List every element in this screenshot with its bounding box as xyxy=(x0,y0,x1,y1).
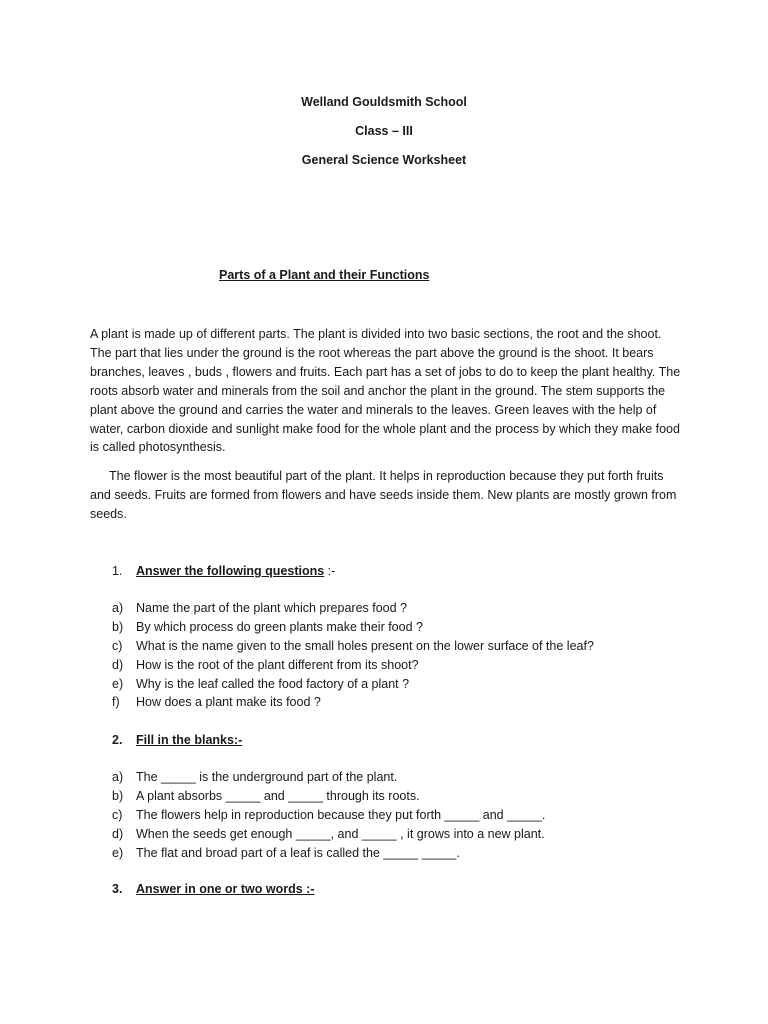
list-item-text: The _____ is the underground part of the plant. xyxy=(136,770,398,784)
list-item xyxy=(112,599,594,618)
list-item xyxy=(112,637,594,656)
list-item-text: Why is the leaf called the food factory of a plant ? xyxy=(136,676,410,691)
question-1-heading xyxy=(112,564,335,578)
flower-paragraph: The flower is the most beautiful part of the plant. It helps in reproduction because they put forth fruits and seeds. Fruits are formed from flowers and have seeds inside them. New plants are mostly grown from seeds. xyxy=(90,469,677,521)
list-item-text: Name the part of the plant which prepares food ? xyxy=(136,601,407,615)
list-item xyxy=(112,787,545,806)
list-marker: b) xyxy=(112,619,124,634)
intro-paragraph: A plant is made up of different parts. The plant is divided into two basic sections, the root and the shoot. The part that lies under the ground is the root whereas the part above the ground is the shoot. It bears branches, leaves , buds , flowers and fruits. Each part has a set of jobs to do to keep the plant healthy. The roots absorb water and minerals from the soil and anchor the plant in the ground. The stem supports the plant above the ground and carries the water and minerals to the leaves. Green leaves with the help of water, carbon dioxide and sunlight make food for the whole plant and the process by which they make food is called photosynthesis. xyxy=(90,327,681,455)
school-name: Welland Gouldsmith School xyxy=(301,95,467,109)
list-item-text: When the seeds get enough _____, and _____ , it grows into a new plant. xyxy=(136,826,545,841)
question-number: 3. xyxy=(112,882,123,896)
question-heading-label: Fill in the blanks:- xyxy=(136,733,243,747)
list-item-text: By which process do green plants make their food ? xyxy=(136,619,423,634)
list-item xyxy=(112,844,545,863)
list-marker: f) xyxy=(112,695,120,710)
list-marker: a) xyxy=(112,601,124,615)
question-heading-label: Answer the following questions xyxy=(136,564,325,578)
question-heading-suffix: :- xyxy=(324,564,336,578)
question-2-heading xyxy=(112,733,242,747)
list-marker: b) xyxy=(112,788,124,803)
worksheet-title: General Science Worksheet xyxy=(301,153,467,167)
list-marker: c) xyxy=(112,807,123,822)
class-label: Class – III xyxy=(355,124,413,138)
list-item xyxy=(112,693,594,712)
list-item xyxy=(112,618,594,637)
question-heading-label: Answer in one or two words :- xyxy=(136,882,315,896)
list-item xyxy=(112,656,594,675)
list-item-text: The flat and broad part of a leaf is called the _____ _____. xyxy=(136,845,460,860)
list-item-text: How does a plant make its food ? xyxy=(136,695,321,710)
question-number: 1. xyxy=(112,564,123,578)
list-item xyxy=(112,825,545,844)
list-marker: e) xyxy=(112,676,124,691)
question-number: 2. xyxy=(112,733,123,747)
list-item-text: The flowers help in reproduction because they put forth _____ and _____. xyxy=(136,807,546,822)
list-marker: d) xyxy=(112,657,124,672)
list-marker: d) xyxy=(112,826,124,841)
question-2-list xyxy=(112,768,545,862)
list-item-text: How is the root of the plant different from its shoot? xyxy=(136,657,419,672)
list-marker: a) xyxy=(112,770,124,784)
question-1-list xyxy=(112,599,594,712)
list-item xyxy=(112,768,545,787)
section-title: Parts of a Plant and their Functions xyxy=(219,268,430,282)
list-item xyxy=(112,675,594,694)
list-marker: c) xyxy=(112,638,123,653)
list-item-text: A plant absorbs _____ and _____ through its roots. xyxy=(136,788,420,803)
list-item-text: What is the name given to the small holes present on the lower surface of the leaf? xyxy=(136,638,594,653)
list-item xyxy=(112,806,545,825)
list-marker: e) xyxy=(112,845,124,860)
question-3-heading xyxy=(112,882,314,896)
